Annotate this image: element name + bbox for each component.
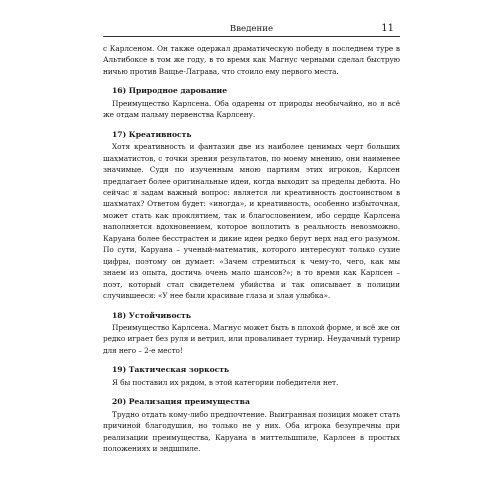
paragraph: Трудно отдать кому-либо предпочтение. Выигранная позиция может стать причиной благодушия, но только не у них. Оба игрока безупречны при реализации преимущества, Каруана в миттельшпиле, Карлсен в простых положениях и эндшпиле. bbox=[103, 409, 400, 454]
page-number: 11 bbox=[381, 23, 394, 34]
paragraph: Преимущество Карлсена. Магнус может быть в плохой форме, и всё же он редко играет без руля и ветрил, или проваливает турнир. Неудачный турнир для него – 2-е место! bbox=[103, 322, 400, 355]
section-heading: 20) Реализация преимущества bbox=[112, 397, 250, 407]
continued-text bbox=[103, 43, 400, 77]
section-natural-talent bbox=[103, 85, 400, 120]
section-creativity bbox=[103, 129, 400, 302]
section-heading: 16) Природное дарование bbox=[112, 86, 228, 96]
paragraph: Хотя креативность и фантазия две из наиболее ценимых черт больших шахматистов, с точки зрения результатов, по моему мнению, они наименее значимые. Судя по изученным мною партиям этих игроков, Карлсен предлагает более оригинальные идеи, когда выходит за пределы дебюта. Но сейчас я задам важный вопрос: является ли креативность достоинством в шахматах? Ответом будет: «иногда», и креативность, особенно избыточная, может стать как проклятием, так и благословением, ибо сердце Карлсена наполняется вдохновением, которое воплотить в реальность невозможно. Каруана более бесстрастен и дикие идеи редко берут верх над его разумом. По сути, Каруана – ученый-математик, которого интересуют только сухие цифры, поэтому он думает: «Зачем стремиться к чему-то, чего, как мы знаем из опыта, достичь очень мало шансов?»; в то время как Карлсен – поэт, который стал свидетелем убийства и так описывает в полиции случившееся: «У нее были красивые глаза и злая улыбка». bbox=[103, 142, 400, 301]
running-title: Введение bbox=[229, 24, 274, 34]
section-heading: 18) Устойчивость bbox=[112, 310, 192, 320]
section-stability bbox=[103, 310, 400, 357]
paragraph: Преимущество Карлсена. Оба одарены от природы необычайно, но я всё же отдам пальму первенства Карлсену. bbox=[103, 98, 400, 120]
section-tactical-vision bbox=[103, 364, 400, 388]
section-heading: 17) Креативность bbox=[112, 129, 192, 139]
paragraph: с Карлсеном. Он также одержал драматическую победу в последнем туре в Альтибоксе в том же году, в то время как Магнус черными сделал быструю ничью против Ващье-Лаграва, что стоило ему первого места. bbox=[103, 44, 400, 76]
paragraph: Я бы поставил их рядом, в этой категории победителя нет. bbox=[112, 377, 339, 387]
section-heading: 19) Тактическая зоркость bbox=[112, 365, 230, 375]
book-page bbox=[103, 22, 400, 455]
running-head bbox=[103, 22, 400, 37]
section-converting-advantage bbox=[103, 396, 400, 454]
